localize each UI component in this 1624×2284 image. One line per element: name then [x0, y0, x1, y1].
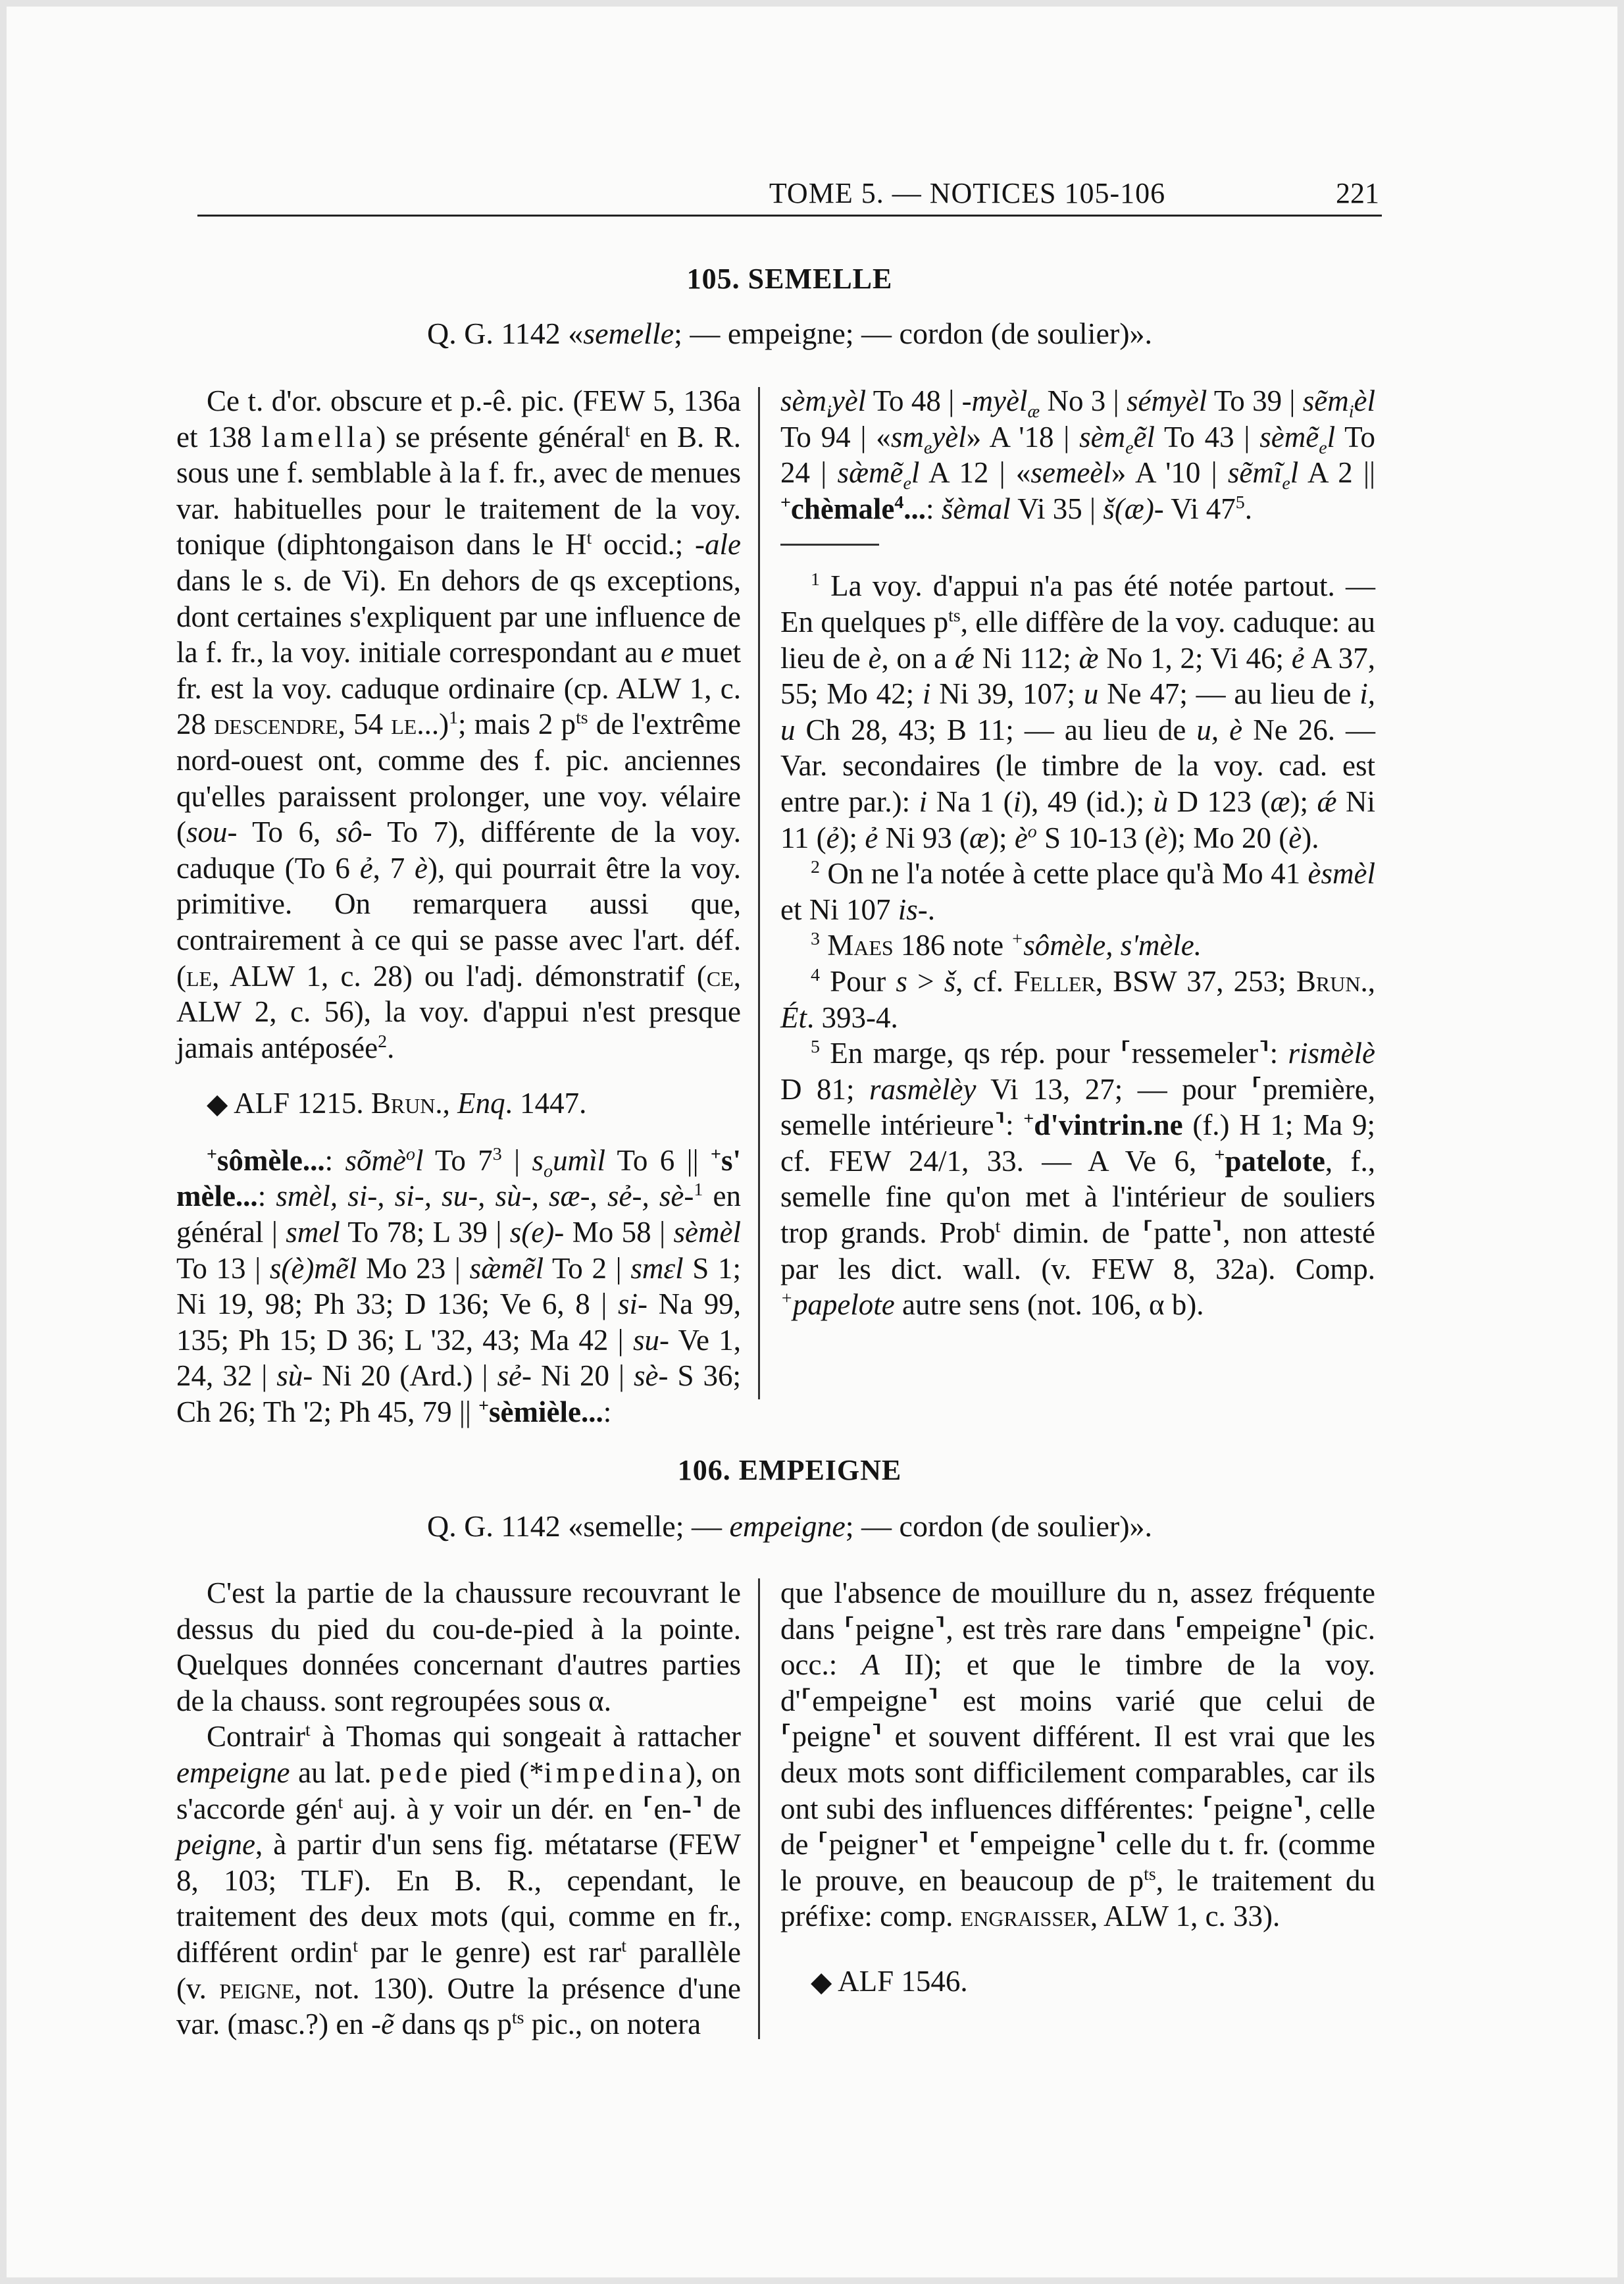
- notice-106-paragraph-2-continued: que l'absence de mouillure du n, assez fréquente dans ⸢peigne⸣, est très rare dans ⸢empeigne⸣ (pic. occ.: A II); et que le timbre de la voy. d'⸢empeigne⸣ est moins varié que celui de ⸢peigne⸣ et souvent différent. Il est vrai que les deux mots sont difficilement comparables, car ils ont subi des influences différentes: ⸢peigne⸣, celle de ⸢peigner⸣ et ⸢empeigne⸣ celle du t. fr. (comme le prouve, en beaucoup de $p^{ts}$, le traitement du préfixe: comp. engraisser, ALW 1, c. 33).: [780, 1576, 1376, 1933]
- notice-105-right-column: [780, 383, 1375, 1323]
- notice-105-title: 105. SEMELLE: [686, 263, 893, 295]
- notice-105-questionnaire-line: Q. G. 1142 «semelle; — empeigne; — cordon (de soulier)».: [426, 317, 1153, 350]
- notice-106-alf-reference: ◆ ALF 1546.: [811, 1964, 968, 1998]
- notice-106-questionnaire-line: Q. G. 1142 «semelle; — empeigne; — cordon (de soulier)».: [426, 1509, 1153, 1543]
- diamond-icon: ◆: [811, 1967, 832, 1998]
- footnote-1: $^1$ La voy. d'appui n'a pas été notée partout. — En quelques $p^{ts}$, elle diffère de la voy. caduque: au lieu de è, on a ǽ Ni 112; æ̀ No 1, 2; Vi 46; ẻ A 37, 55; Mo 42; i Ni 39, 107; u Ne 47; — au lieu de i, u Ch 28, 43; B 11; — au lieu de u, è Ne 26. — Var. secondaires (le timbre de la voy. cad. est entre par.): i Na 1 (i), 49 (id.); ù D 123 (æ); ǽ Ni 11 (ẻ); ẻ Ni 93 (æ); $è^o$ S 10-13 (è); Mo 20 (è).: [780, 569, 1376, 854]
- notice-105-forms-list: +sômèle...: sõmè$^o$l To $7^3$ | $s_oumìl$ To 6 || +s' mèle...: smèl, si-, si-, su-, sù-, sæ-, sẻ-, sè-$^1$ en général | smel To 78; L 39 | s(e)- Mo 58 | sèmèl To 13 | s(è)mẽl Mo 23 | sæ̀mẽl To 2 | smɛl S 1; Ni 19, 98; Ph 33; D 136; Ve 6, 8 | si- Na 99, 135; Ph 15; D 36; L '32, 43; Ma 42 | su- Ve 1, 24, 32 | sù- Ni 20 (Ard.) | sẻ- Ni 20 | sè- S 36; Ch 26; Th '2; Ph 45, 79 || +sèmièle...:: [176, 1143, 741, 1429]
- page-number: 221: [1336, 177, 1379, 209]
- header-rule: [197, 215, 1382, 217]
- footnote-5: $^5$ En marge, qs rép. pour ⸢ressemeler⸣: rismèlè D 81; rasmèlèy Vi 13, 27; — pour ⸢première, semelle intérieure⸣: +d'vintrin.ne (f.) H 1; Ma 9; cf. FEW 24/1, 33. — A Ve 6, +patelote, f., semelle fine qu'on met à l'intérieur de souliers trop grands. Prob$^t$ dimin. de ⸢patte⸣, non attesté par les dict. wall. (v. FEW 8, 32a). Comp. +papelote autre sens (not. 106, α b).: [780, 1037, 1375, 1322]
- notice-105-commentary: Ce t. d'or. obscure et p.-ê. pic. (FEW 5, 136a et 138 lamella) se présente général$^t$ en B. R. sous une f. semblable à la f. fr., avec de menues var. habituelles pour le traitement de la voy. tonique (diphtongaison dans le $H^t$ occid.; -ale dans le s. de Vi). En dehors de qs exceptions, dont certaines s'expliquent par une influence de la f. fr., la voy. initiale correspondant au e muet fr. est la voy. caduque ordinaire (cp. ALW 1, c. 28 descendre, 54 le...)$^1$; mais 2 $p^{ts}$ de l'extrême nord-ouest ont, comme des f. pic. anciennes qu'elles paraissent prolonger, une voy. vélaire (sou- To 6, sô- To 7), différente de la voy. caduque (To 6 ẻ, 7 è), qui pourrait être la voy. primitive. On remarquera aussi que, contrairement à ce qui se passe avec l'art. déf. (le, ALW 1, c. 28) ou l'adj. démonstratif (ce, ALW 2, c. 56), la voy. d'appui n'est presque jamais antéposée$^2$.: [176, 384, 742, 1064]
- notice-106-title: 106. EMPEIGNE: [677, 1454, 902, 1486]
- column-divider-2: [758, 1578, 760, 2039]
- column-divider: [758, 387, 760, 1399]
- diamond-icon: ◆: [207, 1089, 228, 1120]
- running-title: TOME 5. — NOTICES 105-106: [769, 177, 1166, 209]
- notice-105-left-column: [176, 383, 741, 1430]
- footnote-4: $^4$ Pour s > š, cf. Feller, BSW 37, 253; Brun., Ét. 393-4.: [780, 964, 1375, 1034]
- footnote-rule: [780, 544, 879, 546]
- notice-106-right-column: [780, 1575, 1375, 2001]
- notice-106-paragraph-2: Contrair$^t$ à Thomas qui songeait à rattacher empeigne au lat. pede pied (*impedina), on s'accorde gén$^t$ auj. à y voir un dér. en ⸢en-⸣ de peigne, à partir d'un sens fig. métatarse (FEW 8, 103; TLF). En B. R., cependant, le traitement des deux mots (qui, comme en fr., différent ordin$^t$ par le genre) est rar$^t$ parallèle (v. peigne, not. 130). Outre la présence d'une var. (masc.?) en -ẽ dans qs $p^{ts}$ pic., on notera: [176, 1720, 741, 2041]
- notice-106-paragraph-1: C'est la partie de la chaussure recouvrant le dessus du pied du cou-de-pied à la pointe. Quelques données concernant d'autres parties de la chauss. sont regroupées sous α.: [176, 1576, 741, 1717]
- notice-105-alf-reference: ◆ ALF 1215. Brun., Enq. 1447.: [207, 1087, 587, 1120]
- footnote-3: $^3$ Maes 186 note +sômèle, s'mèle.: [811, 929, 1202, 962]
- notice-105-forms-list-continued: sèm$_i$yèl To 48 | -myèl$_æ$ No 3 | sémyèl To 39 | sẽm$_i$èl To 94 | «$sm_eyèl$» A '18 | sèm$_e$ẽl To 43 | sèmẽ$_e$l To 24 | sæ̀mẽ$_e$l A 12 | «semeèl» A '10 | sẽmĩ$_e$l A 2 || +chèmale$^4$...: šèmal Vi 35 | š(æ)- Vi $47^5$.: [780, 384, 1375, 525]
- footnote-2: $^2$ On ne l'a notée à cette place qu'à Mo 41 èsmèl et Ni 107 is-.: [780, 857, 1375, 926]
- notice-106-left-column: [176, 1575, 741, 2042]
